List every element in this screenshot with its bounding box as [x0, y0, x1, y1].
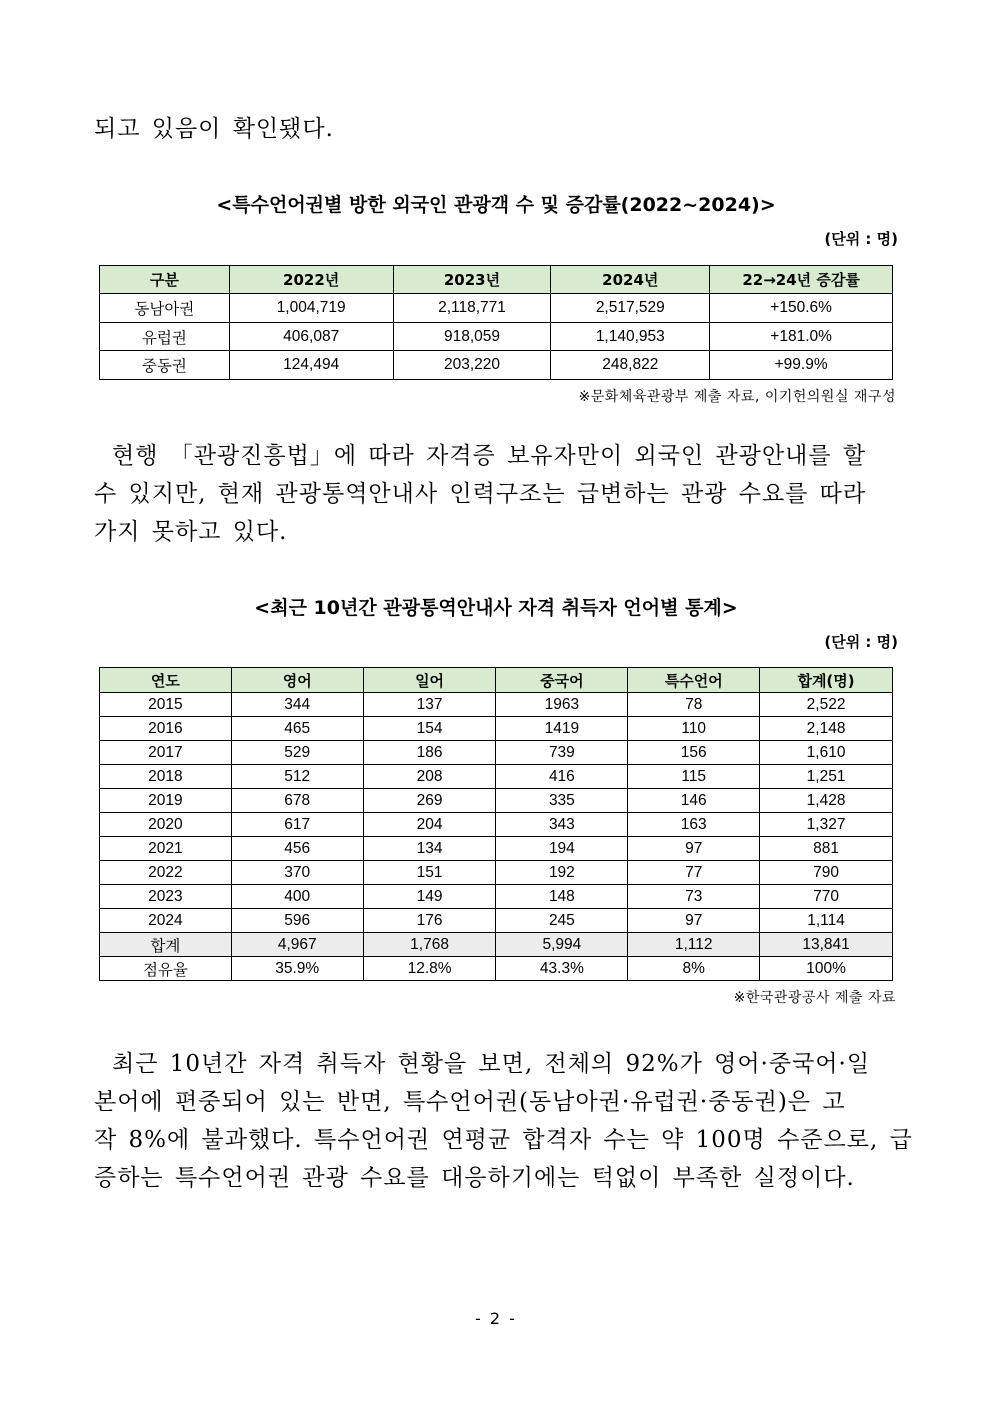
table2-cell: 149 — [363, 885, 496, 909]
table2-cell: 617 — [231, 813, 363, 837]
table2-header: 특수언어 — [628, 668, 760, 693]
table1-cell: 유럽권 — [100, 323, 230, 351]
table2-cell: 13,841 — [760, 933, 893, 957]
table1-cell: 2,517,529 — [551, 294, 710, 323]
table2-cell: 2017 — [100, 741, 232, 765]
paragraph-line: 증하는 특수언어권 관광 수요를 대응하기에는 턱없이 부족한 실정이다. — [94, 1165, 855, 1191]
table2-cell: 1419 — [496, 717, 628, 741]
table2-cell: 596 — [231, 909, 363, 933]
table2-cell: 370 — [231, 861, 363, 885]
table1-row — [100, 294, 893, 323]
table2-cell: 1,251 — [760, 765, 893, 789]
table2-cell: 77 — [628, 861, 760, 885]
table2-cell: 2016 — [100, 717, 232, 741]
table2-cell: 100% — [760, 957, 893, 981]
table2-cell: 1,428 — [760, 789, 893, 813]
table2-cell: 146 — [628, 789, 760, 813]
table1-header: 22→24년 증감률 — [710, 266, 893, 294]
table2-cell: 400 — [231, 885, 363, 909]
table2-cell: 97 — [628, 909, 760, 933]
table2-cell: 163 — [628, 813, 760, 837]
table1-cell: 1,004,719 — [229, 294, 393, 323]
table2-cell: 합계 — [100, 933, 232, 957]
tourist-table — [99, 265, 893, 380]
table2-cell: 5,994 — [496, 933, 628, 957]
table2-cell: 678 — [231, 789, 363, 813]
table2-cell: 2018 — [100, 765, 232, 789]
paragraph-line: 현행 「관광진흥법」에 따라 자격증 보유자만이 외국인 관광안내를 할 — [112, 443, 867, 469]
table2-cell: 2015 — [100, 693, 232, 717]
table1-source: ※문화체육관광부 제출 자료, 이기헌의원실 재구성 — [578, 389, 896, 405]
intro-text: 되고 있음이 확인됐다. — [94, 116, 334, 142]
table2-cell: 1963 — [496, 693, 628, 717]
paragraph-line: 본어에 편중되어 있는 반면, 특수언어권(동남아권·유럽권·중동권)은 고 — [94, 1089, 846, 1115]
table2-row — [100, 765, 893, 789]
table2-cell: 1,327 — [760, 813, 893, 837]
table2-cell: 335 — [496, 789, 628, 813]
table1-header-row — [100, 266, 893, 294]
table1-cell: 1,140,953 — [551, 323, 710, 351]
paragraph-line: 최근 10년간 자격 취득자 현황을 보면, 전체의 92%가 영어·중국어·일 — [112, 1051, 871, 1077]
table2-cell: 115 — [628, 765, 760, 789]
table1-header: 2023년 — [393, 266, 551, 294]
table1-cell: 248,822 — [551, 351, 710, 380]
table1-header: 2024년 — [551, 266, 710, 294]
table1-caption: <특수언어권별 방한 외국인 관광객 수 및 증감률(2022~2024)> — [216, 194, 776, 216]
table2-row — [100, 885, 893, 909]
table1-unit: (단위 : 명) — [824, 230, 898, 248]
guide-stats-table — [99, 667, 893, 981]
table2-cell: 790 — [760, 861, 893, 885]
table2-cell: 512 — [231, 765, 363, 789]
table2-cell: 점유율 — [100, 957, 232, 981]
table2-row — [100, 909, 893, 933]
table1-cell: 918,059 — [393, 323, 551, 351]
table2-cell: 2023 — [100, 885, 232, 909]
paragraph-line: 작 8%에 불과했다. 특수언어권 연평균 합격자 수는 약 100명 수준으로, 급 — [94, 1127, 913, 1153]
table2-total-row — [100, 933, 893, 957]
table2-cell: 2024 — [100, 909, 232, 933]
table2-row — [100, 861, 893, 885]
table2-unit: (단위 : 명) — [824, 633, 898, 651]
table2-cell: 43.3% — [496, 957, 628, 981]
table2-cell: 2,148 — [760, 717, 893, 741]
table2-header: 합계(명) — [760, 668, 893, 693]
table2-cell: 465 — [231, 717, 363, 741]
table2-cell: 186 — [363, 741, 496, 765]
table2-cell: 12.8% — [363, 957, 496, 981]
table2-cell: 416 — [496, 765, 628, 789]
table2-cell: 154 — [363, 717, 496, 741]
table1-cell: 406,087 — [229, 323, 393, 351]
table2-cell: 2,522 — [760, 693, 893, 717]
table1-cell: 중동권 — [100, 351, 230, 380]
table2-share-row — [100, 957, 893, 981]
table2-cell: 2019 — [100, 789, 232, 813]
table1-row — [100, 351, 893, 380]
table1-cell: 2,118,771 — [393, 294, 551, 323]
table1-cell: 203,220 — [393, 351, 551, 380]
table2-row — [100, 813, 893, 837]
table2-cell: 2022 — [100, 861, 232, 885]
table2-row — [100, 717, 893, 741]
page-number: - 2 - — [475, 1309, 517, 1328]
table1-cell: 124,494 — [229, 351, 393, 380]
table2-cell: 1,112 — [628, 933, 760, 957]
table2-cell: 73 — [628, 885, 760, 909]
table2-cell: 881 — [760, 837, 893, 861]
table2-cell: 456 — [231, 837, 363, 861]
table2-cell: 245 — [496, 909, 628, 933]
table2-cell: 529 — [231, 741, 363, 765]
table2-cell: 134 — [363, 837, 496, 861]
table2-cell: 204 — [363, 813, 496, 837]
table2-header: 연도 — [100, 668, 232, 693]
table2-row — [100, 837, 893, 861]
table2-cell: 4,967 — [231, 933, 363, 957]
table2-cell: 137 — [363, 693, 496, 717]
table2-cell: 194 — [496, 837, 628, 861]
table2-cell: 344 — [231, 693, 363, 717]
table1-row — [100, 323, 893, 351]
table1-header: 2022년 — [229, 266, 393, 294]
table2-cell: 176 — [363, 909, 496, 933]
table1-header: 구분 — [100, 266, 230, 294]
table2-cell: 151 — [363, 861, 496, 885]
table2-cell: 1,114 — [760, 909, 893, 933]
table2-cell: 739 — [496, 741, 628, 765]
table2-row — [100, 693, 893, 717]
table2-cell: 2020 — [100, 813, 232, 837]
table1-cell: +150.6% — [710, 294, 893, 323]
table1-cell: +181.0% — [710, 323, 893, 351]
table2-header: 일어 — [363, 668, 496, 693]
table2-cell: 35.9% — [231, 957, 363, 981]
table2-row — [100, 741, 893, 765]
table2-cell: 1,768 — [363, 933, 496, 957]
table2-cell: 78 — [628, 693, 760, 717]
table2-cell: 1,610 — [760, 741, 893, 765]
paragraph-line: 가지 못하고 있다. — [94, 519, 288, 545]
table2-cell: 208 — [363, 765, 496, 789]
paragraph-2 — [94, 1045, 913, 1197]
table2-cell: 148 — [496, 885, 628, 909]
paragraph-1 — [94, 437, 898, 551]
table2-header-row — [100, 668, 893, 693]
table2-header: 영어 — [231, 668, 363, 693]
table2-header: 중국어 — [496, 668, 628, 693]
table2-cell: 192 — [496, 861, 628, 885]
table2-cell: 2021 — [100, 837, 232, 861]
table2-source: ※한국관광공사 제출 자료 — [733, 990, 896, 1006]
table2-row — [100, 789, 893, 813]
table2-cell: 269 — [363, 789, 496, 813]
table2-cell: 770 — [760, 885, 893, 909]
table1-cell: +99.9% — [710, 351, 893, 380]
table2-cell: 343 — [496, 813, 628, 837]
paragraph-line: 수 있지만, 현재 관광통역안내사 인력구조는 급변하는 관광 수요를 따라 — [94, 481, 867, 507]
table2-cell: 110 — [628, 717, 760, 741]
table2-cell: 8% — [628, 957, 760, 981]
table2-cell: 97 — [628, 837, 760, 861]
table1-cell: 동남아권 — [100, 294, 230, 323]
table2-caption: <최근 10년간 관광통역안내사 자격 취득자 언어별 통계> — [254, 597, 738, 619]
table2-cell: 156 — [628, 741, 760, 765]
